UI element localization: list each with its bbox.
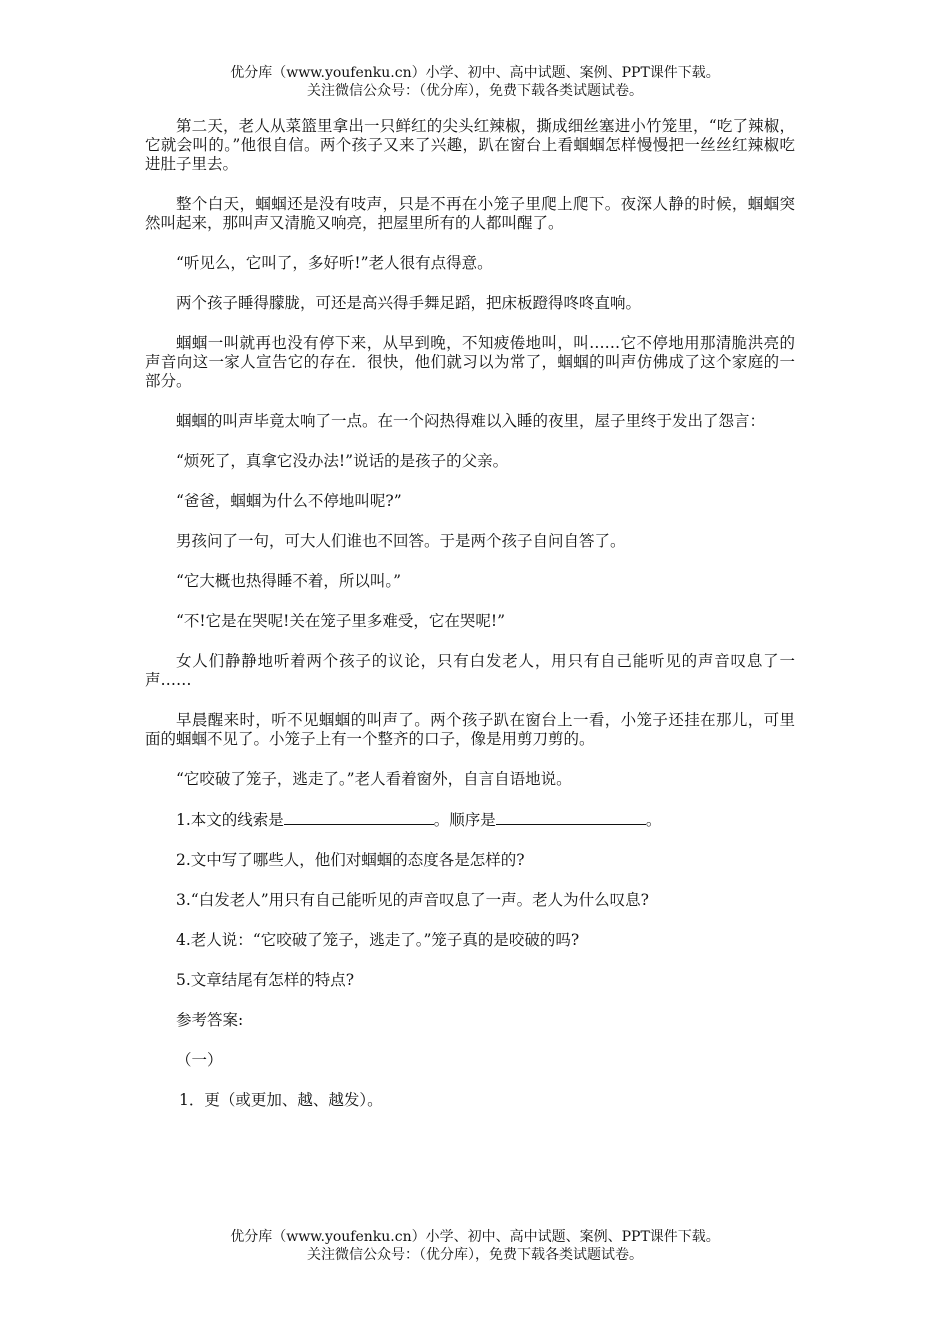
document-body	[145, 117, 795, 1131]
answers-section: （一）	[176, 1051, 223, 1069]
question-3: 3.“白发老人”用只有自己能听见的声音叹息了一声。老人为什么叹息?	[176, 891, 649, 909]
question-1	[145, 810, 795, 830]
paragraph: 蝈蝈的叫声毕竟太响了一点。在一个闷热得难以入睡的夜里，屋子里终于发出了怨言：	[176, 412, 766, 430]
question-1-text-a: 1.本文的线索是	[176, 811, 284, 829]
answer-blank-clue	[284, 810, 434, 825]
header-line-1: 优分库（www.youfenku.cn）小学、初中、高中试题、案例、PPT课件下载。	[230, 65, 720, 81]
paragraph: “爸爸，蝈蝈为什么不停地叫呢?”	[176, 492, 402, 510]
paragraph: 两个孩子睡得朦胧，可还是高兴得手舞足蹈，把床板蹬得咚咚直响。	[176, 294, 642, 312]
paragraph: “听见么，它叫了，多好听!”老人很有点得意。	[176, 254, 493, 272]
header-line-2: 关注微信公众号：（优分库），免费下载各类试题试卷。	[307, 83, 643, 99]
page-header	[0, 64, 950, 100]
answer-1: 1．更（或更加、越、越发）。	[179, 1091, 383, 1109]
answers-heading: 参考答案:	[176, 1011, 244, 1029]
question-1-text-c: 。	[645, 811, 662, 829]
paragraph: “不!它是在哭呢!关在笼子里多难受，它在哭呢!”	[176, 612, 506, 630]
paragraph: 男孩问了一句，可大人们谁也不回答。于是两个孩子自问自答了。	[176, 532, 626, 550]
footer-line-1: 优分库（www.youfenku.cn）小学、初中、高中试题、案例、PPT课件下载。	[230, 1229, 720, 1245]
page-footer	[0, 1228, 950, 1264]
paragraph: 第二天，老人从菜篮里拿出一只鲜红的尖头红辣椒，撕成细丝塞进小竹笼里，“吃了辣椒，它就会叫的。”他很自信。两个孩子又来了兴趣，趴在窗台上看蝈蝈怎样慢慢把一丝丝红辣椒吃进肚子里去。	[145, 117, 795, 173]
footer-line-2: 关注微信公众号：（优分库），免费下载各类试题试卷。	[307, 1247, 643, 1263]
paragraph: 早晨醒来时，听不见蝈蝈的叫声了。两个孩子趴在窗台上一看，小笼子还挂在那儿，可里面的蝈蝈不见了。小笼子上有一个整齐的口子，像是用剪刀剪的。	[145, 711, 795, 748]
question-4: 4.老人说：“它咬破了笼子，逃走了。”笼子真的是咬破的吗?	[176, 931, 580, 949]
paragraph: 蝈蝈一叫就再也没有停下来，从早到晚，不知疲倦地叫，叫……它不停地用那清脆洪亮的声音向这一家人宣告它的存在．很快，他们就习以为常了，蝈蝈的叫声仿佛成了这个家庭的一部分。	[145, 334, 795, 390]
answer-blank-order	[496, 810, 646, 825]
question-1-text-b: 。顺序是	[433, 811, 496, 829]
question-2: 2.文中写了哪些人，他们对蝈蝈的态度各是怎样的?	[176, 851, 525, 869]
paragraph: “烦死了，真拿它没办法!”说话的是孩子的父亲。	[176, 452, 509, 470]
paragraph: “它咬破了笼子，逃走了。”老人看着窗外，自言自语地说。	[176, 770, 572, 788]
paragraph: “它大概也热得睡不着，所以叫。”	[176, 572, 402, 590]
question-5: 5.文章结尾有怎样的特点?	[176, 971, 355, 989]
paragraph: 整个白天，蝈蝈还是没有吱声，只是不再在小笼子里爬上爬下。夜深人静的时候，蝈蝈突然叫起来，那叫声又清脆又响亮，把屋里所有的人都叫醒了。	[145, 195, 795, 232]
paragraph: 女人们静静地听着两个孩子的议论，只有白发老人，用只有自己能听见的声音叹息了一声……	[145, 652, 795, 689]
